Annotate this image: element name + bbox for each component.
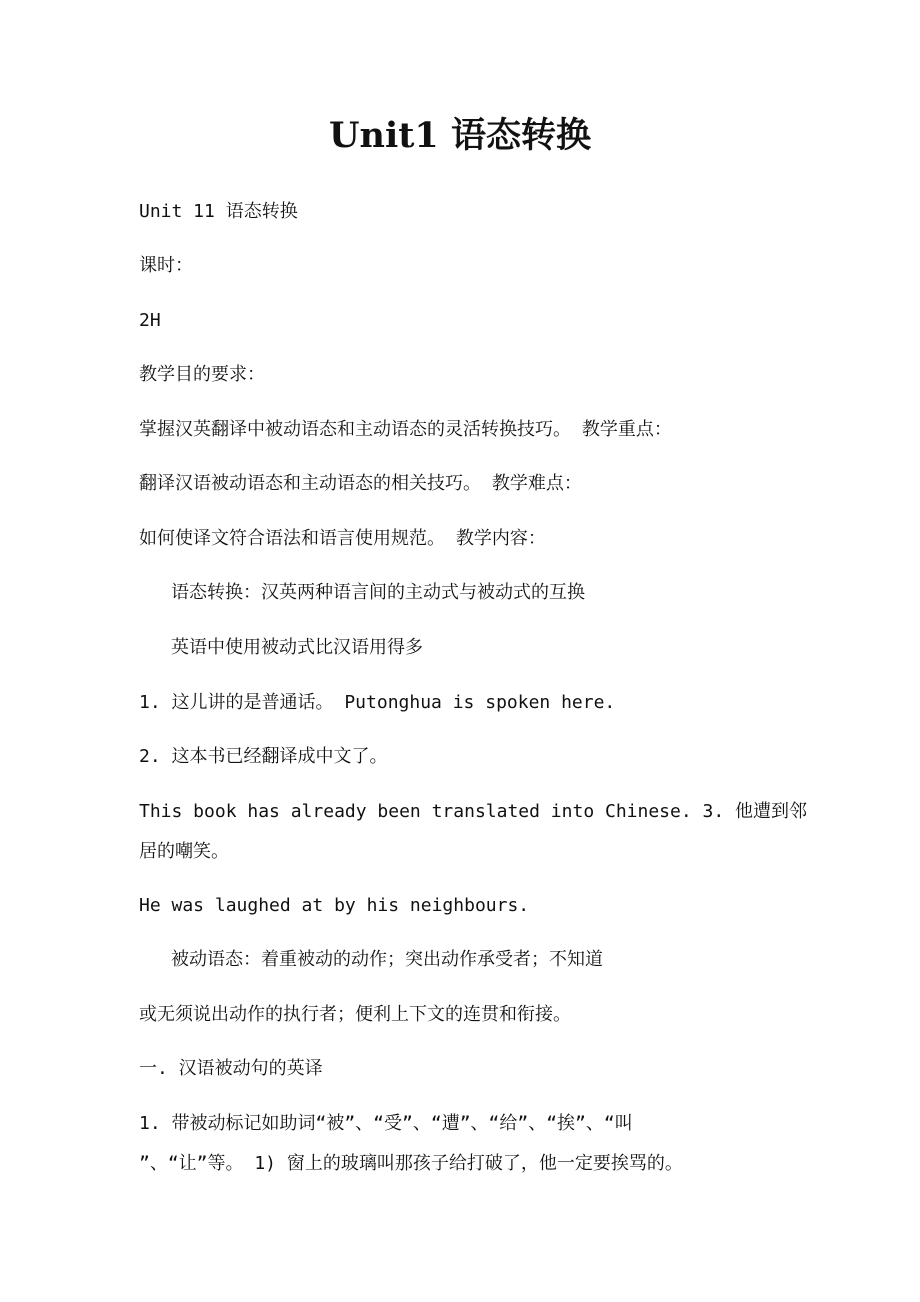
example-3-translation: He was laughed at by his neighbours. — [139, 895, 530, 916]
passive-voice-features: 被动语态：着重被动的动作；突出动作承受者；不知道 — [171, 949, 603, 970]
passive-markers-item-continued: ”、“让”等。 1) 窗上的玻璃叫那孩子给打破了，他一定要挨骂的。 — [139, 1153, 683, 1174]
unit-heading: Unit 11 语态转换 — [139, 201, 298, 222]
example-1: 1. 这儿讲的是普通话。 Putonghua is spoken here. — [139, 692, 616, 713]
voice-conversion-definition: 语态转换：汉英两种语言间的主动式与被动式的互换 — [171, 582, 585, 603]
difficulties-text: 如何使译文符合语法和语言使用规范。 教学内容： — [139, 528, 546, 549]
example-2-translation: This book has already been translated into Chinese. 3. 他遭到邻 — [139, 801, 808, 822]
passive-usage-note: 英语中使用被动式比汉语用得多 — [171, 637, 423, 658]
section-heading-1: 一. 汉语被动句的英译 — [139, 1058, 323, 1079]
class-hours-label: 课时： — [139, 255, 193, 276]
passive-markers-item: 1. 带被动标记如助词“被”、“受”、“遭”、“给”、“挨”、“叫 — [139, 1113, 633, 1134]
passive-voice-features-continued: 或无须说出动作的执行者；便利上下文的连贯和衔接。 — [139, 1004, 571, 1025]
example-3-continued: 居的嘲笑。 — [139, 841, 229, 862]
teaching-objectives-text: 掌握汉英翻译中被动语态和主动语态的灵活转换技巧。 教学重点： — [139, 419, 672, 440]
key-points-text: 翻译汉语被动语态和主动语态的相关技巧。 教学难点： — [139, 473, 582, 494]
example-2: 2. 这本书已经翻译成中文了。 — [139, 746, 388, 767]
document-title: Unit1 语态转换 — [329, 115, 591, 156]
teaching-objectives-label: 教学目的要求： — [139, 364, 265, 385]
class-hours-value: 2H — [139, 310, 161, 331]
